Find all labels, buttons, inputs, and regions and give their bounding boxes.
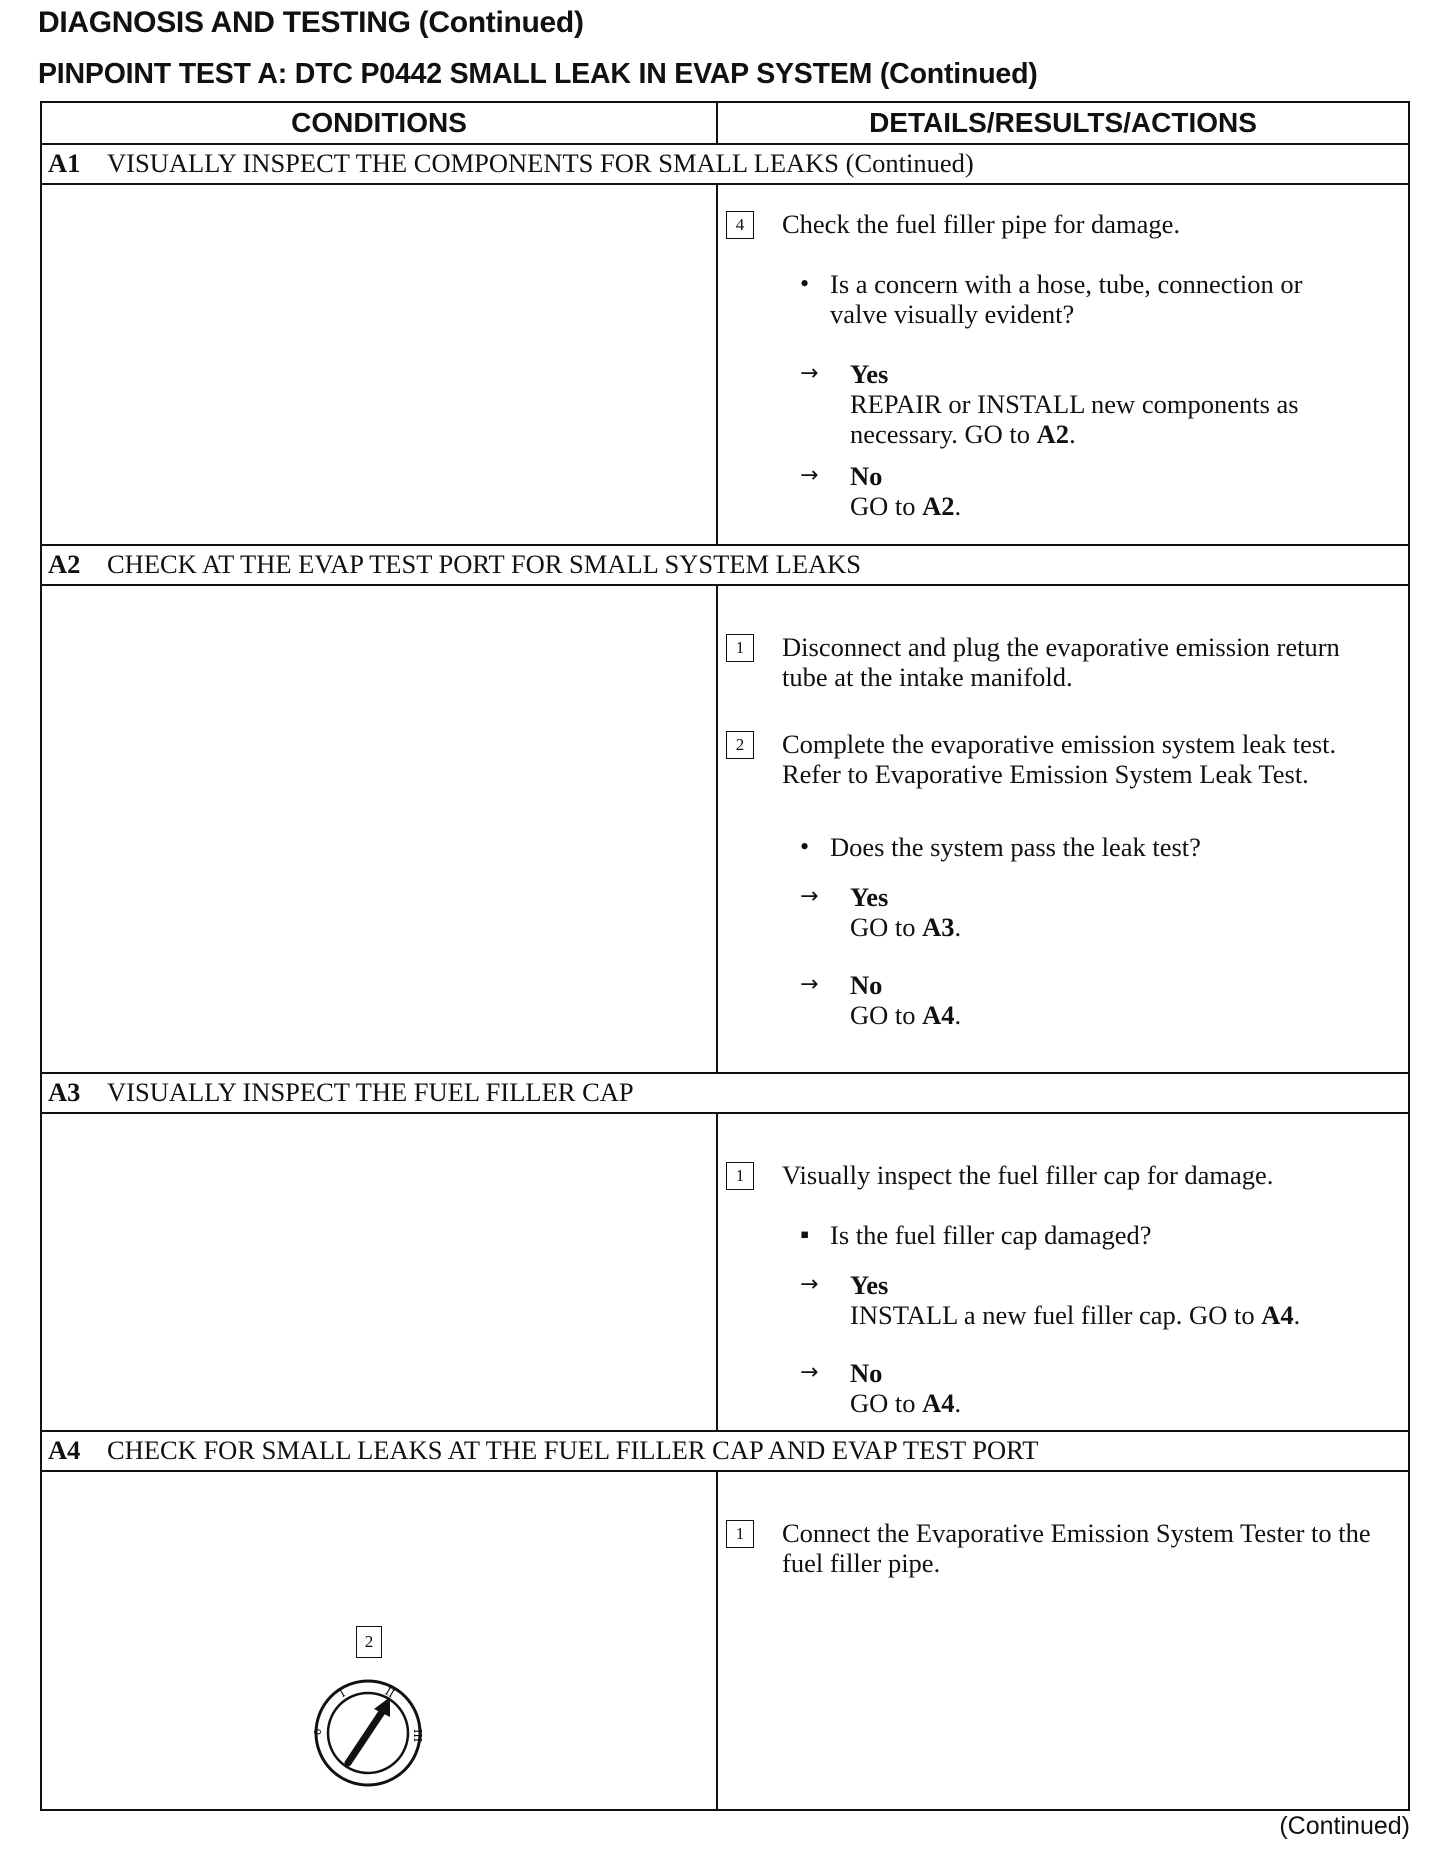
step-instruction: Visually inspect the fuel filler cap for damage. [782, 1160, 1274, 1190]
answer-no [850, 1358, 1410, 1418]
bullet-icon: • [800, 269, 810, 298]
step-number-box: 1 [726, 1520, 754, 1548]
answer-text: REPAIR or INSTALL new components as necessary. GO to [850, 389, 1299, 449]
divider [42, 183, 1408, 185]
answer-end: . [954, 912, 962, 942]
ignition-label-start: III [411, 1729, 424, 1743]
step-number-box: 1 [726, 1162, 754, 1190]
arrow-right-icon: → [800, 884, 819, 909]
page-title: DIAGNOSIS AND TESTING (Continued) [38, 6, 584, 39]
step-id: A2 [48, 548, 81, 579]
answer-no [850, 461, 1410, 521]
answer-label: No [850, 1358, 883, 1388]
step-reference: A4 [1261, 1300, 1294, 1330]
step-number-box: 4 [726, 211, 754, 239]
ignition-label-run: II [382, 1684, 397, 1701]
answer-yes [850, 1270, 1390, 1330]
step-title: CHECK FOR SMALL LEAKS AT THE FUEL FILLER CAP AND EVAP TEST PORT [107, 1434, 1039, 1465]
step-id: A4 [48, 1434, 81, 1465]
bullet-icon: ▪ [800, 1220, 810, 1249]
answer-end: . [1293, 1300, 1301, 1330]
answer-text: GO to [850, 1388, 923, 1418]
step-number-box: 1 [726, 634, 754, 662]
step-reference: A2 [1036, 419, 1070, 449]
step-reference: A3 [922, 912, 955, 942]
arrow-right-icon: → [800, 1272, 819, 1297]
step-id: A3 [48, 1076, 81, 1107]
step-instruction: Check the fuel filler pipe for damage. [782, 209, 1181, 239]
step-title: CHECK AT THE EVAP TEST PORT FOR SMALL SYSTEM LEAKS [107, 548, 862, 579]
arrow-right-icon: → [800, 972, 819, 997]
answer-end: . [954, 1000, 962, 1030]
step-reference: A4 [922, 1000, 955, 1030]
arrow-right-icon: → [800, 361, 819, 386]
ignition-switch-icon [304, 1669, 432, 1797]
answer-yes [850, 882, 1410, 942]
step-instruction: Connect the Evaporative Emission System Tester to the fuel filler pipe. [782, 1518, 1371, 1578]
step-row-a1 [42, 143, 1408, 183]
step-number-box: 2 [726, 731, 754, 759]
divider [716, 183, 718, 544]
step-instruction: Disconnect and plug the evaporative emission return tube at the intake manifold. [782, 632, 1340, 692]
step-row-a4 [42, 1430, 1408, 1470]
question: Is a concern with a hose, tube, connection or valve visually evident? [830, 269, 1303, 329]
divider [42, 1470, 1408, 1472]
step-row-a3 [42, 1072, 1408, 1112]
step-row-a2 [42, 544, 1408, 584]
pinpoint-test-table [40, 101, 1410, 1811]
step-instruction: Complete the evaporative emission system leak test. Refer to Evaporative Emission System Leak Test. [782, 729, 1337, 789]
bullet-icon: • [800, 832, 810, 861]
divider [42, 1112, 1408, 1114]
step-title: VISUALLY INSPECT THE FUEL FILLER CAP [107, 1076, 634, 1107]
ignition-label-acc: I [337, 1686, 348, 1701]
divider [716, 1470, 718, 1811]
answer-end: . [1069, 419, 1076, 449]
arrow-right-icon: → [800, 1360, 819, 1385]
answer-label: Yes [850, 882, 889, 912]
answer-text: INSTALL a new fuel filler cap. GO to [850, 1300, 1262, 1330]
step-id: A1 [48, 147, 81, 178]
illustration-number-box: 2 [356, 1626, 382, 1658]
answer-text: GO to [850, 1000, 923, 1030]
step-title: VISUALLY INSPECT THE COMPONENTS FOR SMALL LEAKS (Continued) [107, 147, 974, 178]
step-reference: A4 [922, 1388, 955, 1418]
divider [716, 584, 718, 1072]
divider [42, 584, 1408, 586]
answer-text: GO to [850, 912, 923, 942]
question: Does the system pass the leak test? [830, 832, 1201, 862]
divider [716, 1112, 718, 1430]
answer-no [850, 970, 1410, 1030]
answer-text: GO to [850, 491, 923, 521]
step-reference: A2 [922, 491, 955, 521]
answer-label: No [850, 461, 883, 491]
answer-label: Yes [850, 1270, 889, 1300]
arrow-right-icon: → [800, 463, 819, 488]
answer-end: . [954, 491, 962, 521]
answer-label: Yes [850, 359, 889, 389]
divider [716, 103, 718, 143]
question: Is the fuel filler cap damaged? [830, 1220, 1152, 1250]
ignition-label-off: 0 [313, 1728, 324, 1735]
column-header-conditions: CONDITIONS [291, 107, 467, 138]
answer-yes [850, 359, 1410, 449]
column-header-details: DETAILS/RESULTS/ACTIONS [869, 107, 1257, 138]
continued-label: (Continued) [1279, 1812, 1410, 1840]
answer-label: No [850, 970, 883, 1000]
answer-end: . [954, 1388, 962, 1418]
page-subtitle: PINPOINT TEST A: DTC P0442 SMALL LEAK IN EVAP SYSTEM (Continued) [38, 58, 1038, 90]
